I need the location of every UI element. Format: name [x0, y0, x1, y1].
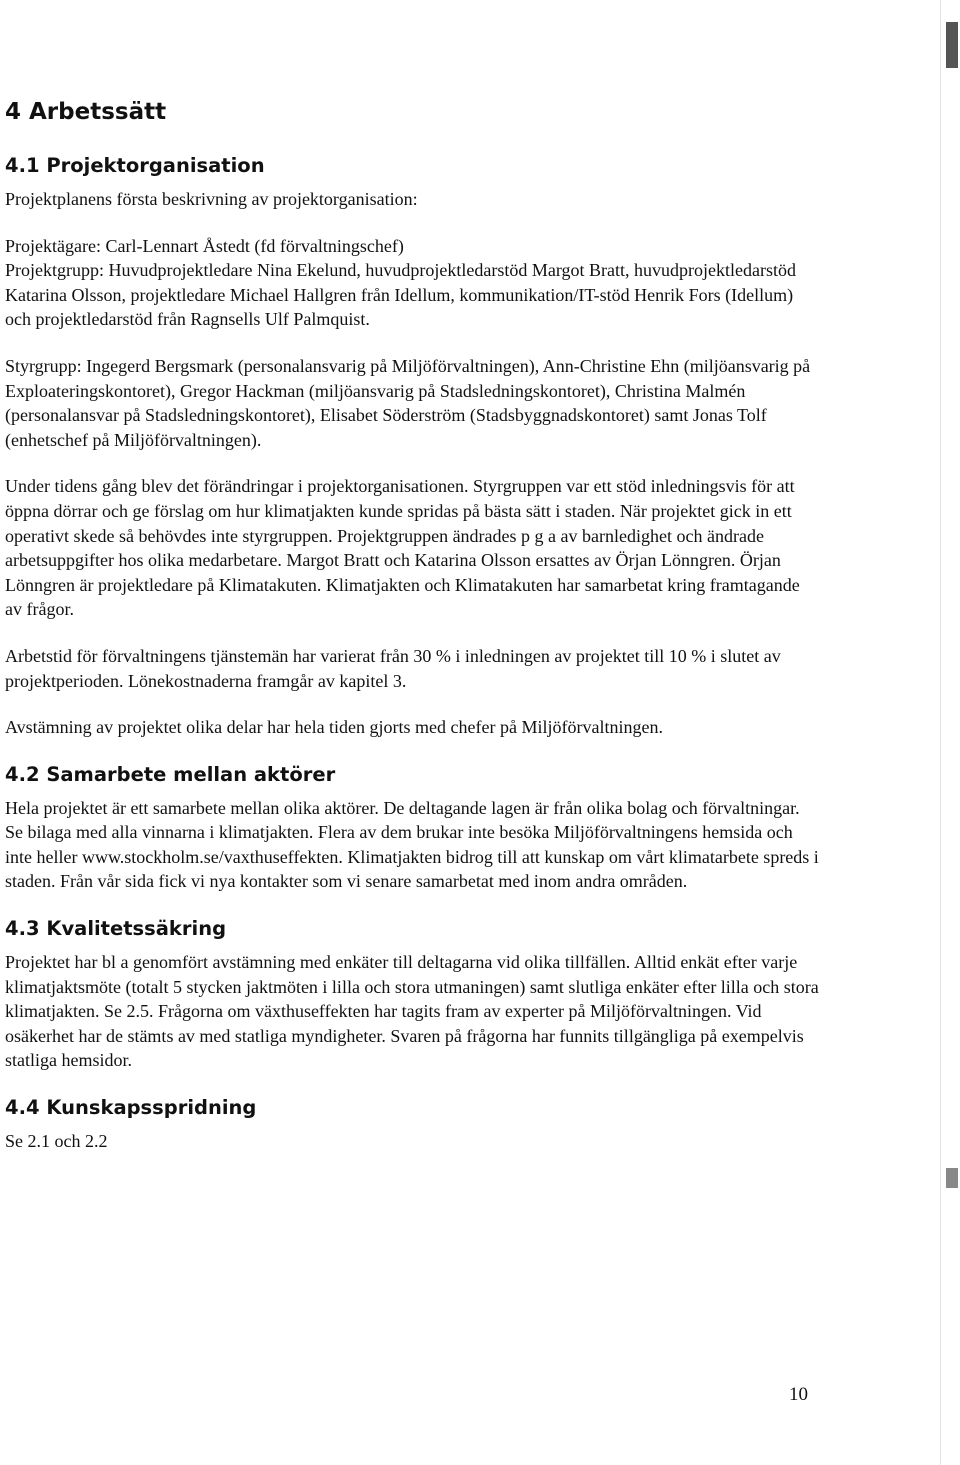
section-kunskapsspridning	[5, 1095, 820, 1154]
paragraph: Avstämning av projektet olika delar har hela tiden gjorts med chefer på Miljöförvaltningen.	[5, 717, 663, 738]
section-heading: 4.4 Kunskapsspridning	[5, 1096, 257, 1120]
section-samarbete	[5, 762, 820, 894]
paragraph: Projektägare: Carl-Lennart Åstedt (fd förvaltningschef)	[5, 235, 404, 256]
section-projektorganisation	[5, 153, 820, 740]
scan-edge-line	[940, 0, 941, 1465]
page-number: 10	[789, 1384, 808, 1405]
section-kvalitetssakring	[5, 916, 820, 1073]
scan-edge-mark	[946, 1168, 958, 1188]
paragraph: Arbetstid för förvaltningens tjänstemän har varierat från 30 % i inledningen av projektet till 10 % i slutet av projektperioden. Lönekostnaderna framgår av kapitel 3.	[5, 645, 781, 691]
section-heading: 4.2 Samarbete mellan aktörer	[5, 762, 336, 786]
paragraph: Under tidens gång blev det förändringar i projektorganisationen. Styrgruppen var ett stöd inledningsvis för att öppna dörrar och ge förslag om hur klimatjakten kunde spridas på bästa sätt i staden. När projektet gick in ett operativt skede så behövdes inte styrgruppen. Projektgruppen ändrades p g a av barnledighet och ändrade arbetsuppgifter hos olika medarbetare. Margot Bratt och Katarina Olsson ersattes av Örjan Lönngren. Örjan Lönngren är projektledare på Klimatakuten. Klimatjakten och Klimatakuten har samarbetat kring framtagande av frågor.	[5, 476, 800, 620]
paragraph: Se 2.1 och 2.2	[5, 1131, 108, 1152]
paragraph: Hela projektet är ett samarbete mellan olika aktörer. De deltagande lagen är från olika bolag och förvaltningar. Se bilaga med alla vinnarna i klimatjakten. Flera av dem brukar inte besöka Miljöförvaltningens hemsida och inte heller www.stockholm.se/vaxthuseffekten. Klimatjakten bidrog till att kunskap om vårt klimatarbete spreds i staden. Från vår sida fick vi nya kontakter som vi senare samarbetat med inom andra områden.	[5, 797, 819, 892]
section-heading: 4.3 Kvalitetssäkring	[5, 917, 227, 941]
paragraph: Projektplanens första beskrivning av projektorganisation:	[5, 189, 418, 209]
paragraph: Projektgrupp: Huvudprojektledare Nina Ekelund, huvudprojektledarstöd Margot Bratt, huvudprojektledarstöd Katarina Olsson, projektledare Michael Hallgren från Idellum, kommunikation/IT-stöd Henrik Fors (Idellum) och projektledarstöd från Ragnsells Ulf Palmquist.	[5, 260, 796, 330]
paragraph: Styrgrupp: Ingegerd Bergsmark (personalansvarig på Miljöförvaltningen), Ann-Christine Ehn (miljöansvarig på Exploateringskontoret), Gregor Hackman (miljöansvarig på Stadsledningskontoret), Christina Malmén (personalansvar på Stadsledningskontoret), Elisabet Söderström (Stadsbyggnadskontoret) samt Jonas Tolf (enhetschef på Miljöförvaltningen).	[5, 355, 811, 450]
chapter-heading: 4 Arbetssätt	[5, 99, 167, 125]
scan-edge-mark	[946, 22, 958, 68]
section-heading: 4.1 Projektorganisation	[5, 154, 265, 177]
paragraph: Projektet har bl a genomfört avstämning med enkäter till deltagarna vid olika tillfällen. Alltid enkät efter varje klimatjaktsmöte (totalt 5 stycken jaktmöten i lilla och stora utmaningen) samt slutliga enkäter efter lilla och stora klimatjakten. Se 2.5. Frågorna om växthuseffekten har tagits fram av experter på Miljöförvaltningen. Vid osäkerhet har de stämts av med statliga myndigheter. Svaren på frågorna har funnits tillgängliga på exempelvis statliga hemsidor.	[5, 952, 819, 1071]
document-body	[5, 97, 820, 1176]
